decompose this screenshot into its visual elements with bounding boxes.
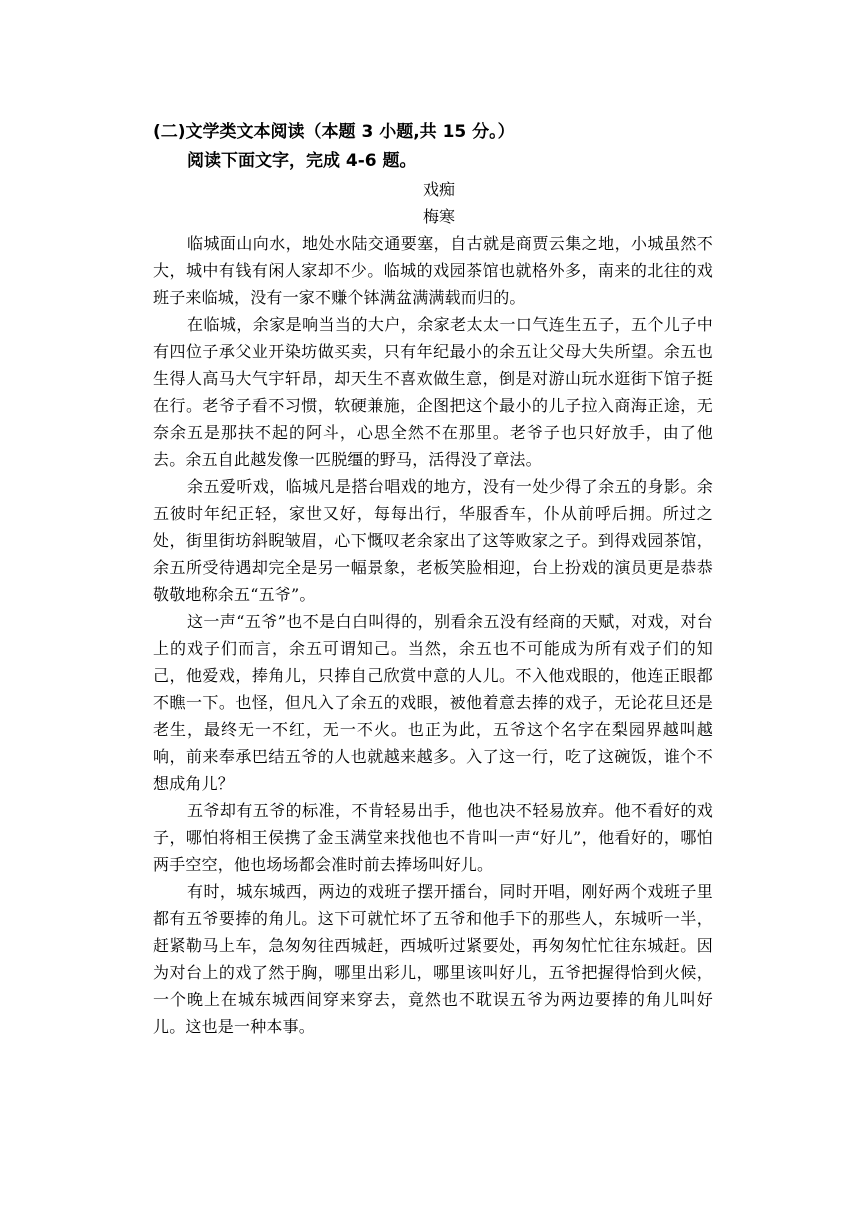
passage-paragraph-1: 临城面山向水，地处水陆交通要塞，自古就是商贾云集之地，小城虽然不大，城中有钱有闲人家却不少。临城的戏园茶馆也就格外多，南来的北往的戏班子来临城，没有一家不赚个钵满盆满满载而归的。 (153, 234, 713, 307)
passage-paragraph-3: 余五爱听戏，临城凡是搭台唱戏的地方，没有一处少得了余五的身影。余五彼时年纪正轻，家世又好，每每出行，华服香车，仆从前呼后拥。所过之处，街里街坊斜睨皱眉，心下慨叹老余家出了这等败家之子。到得戏园茶馆，余五所受待遇却完全是另一幅景象，老板笑脸相迎，台上扮戏的演员更是恭恭敬敬地称余五“五爷”。 (153, 477, 713, 604)
passage-paragraph-6: 有时，城东城西，两边的戏班子摆开擂台，同时开唱，刚好两个戏班子里都有五爷要捧的角儿。这下可就忙坏了五爷和他手下的那些人，东城听一半，赶紧勒马上车，急匆匆往西城赶，西城听过紧要处，再匆匆忙忙往东城赶。因为对台上的戏了然于胸，哪里出彩儿，哪里该叫好儿，五爷把握得恰到火候，一个晚上在城东城西间穿来穿去，竟然也不耽误五爷为两边要捧的角儿叫好儿。这也是一种本事。 (153, 882, 713, 1036)
story-passage (153, 230, 713, 1040)
section-heading: (二)文学类文本阅读（本题 3 小题,共 15 分。） (153, 122, 515, 142)
document-page (153, 118, 713, 1040)
story-author: 梅寒 (422, 207, 455, 226)
passage-paragraph-5: 五爷却有五爷的标准，不肯轻易出手，他也决不轻易放弃。他不看好的戏子，哪怕将相王侯携了金玉满堂来找他也不肯叫一声“好儿”，他看好的，哪怕两手空空，他也场场都会准时前去捧场叫好儿。 (153, 801, 713, 874)
passage-paragraph-2: 在临城，余家是响当当的大户，余家老太太一口气连生五子，五个儿子中有四位子承父业开染坊做买卖，只有年纪最小的余五让父母大失所望。余五也生得人高马大气宇轩昂，却天生不喜欢做生意，倒是对游山玩水逛街下馆子挺在行。老爷子看不习惯，软硬兼施，企图把这个最小的儿子拉入商海正途，无奈余五是那扶不起的阿斗，心思全然不在那里。老爷子也只好放手，由了他去。余五自此越发像一匹脱缰的野马，活得没了章法。 (153, 315, 713, 469)
passage-paragraph-4: 这一声“五爷”也不是白白叫得的，别看余五没有经商的天赋，对戏，对台上的戏子们而言，余五可谓知己。当然，余五也不可能成为所有戏子们的知己，他爱戏，捧角儿，只捧自己欣赏中意的人儿。不入他戏眼的，他连正眼都不瞧一下。也怪，但凡入了余五的戏眼，被他着意去捧的戏子，无论花旦还是老生，最终无一不红，无一不火。也正为此，五爷这个名字在梨园界越叫越响，前来奉承巴结五爷的人也就越来越多。入了这一行，吃了这碗饭，谁个不想成角儿？ (153, 612, 713, 793)
story-title: 戏痴 (422, 180, 455, 199)
question-instruction: 阅读下面文字，完成 4-6 题。 (187, 151, 417, 171)
